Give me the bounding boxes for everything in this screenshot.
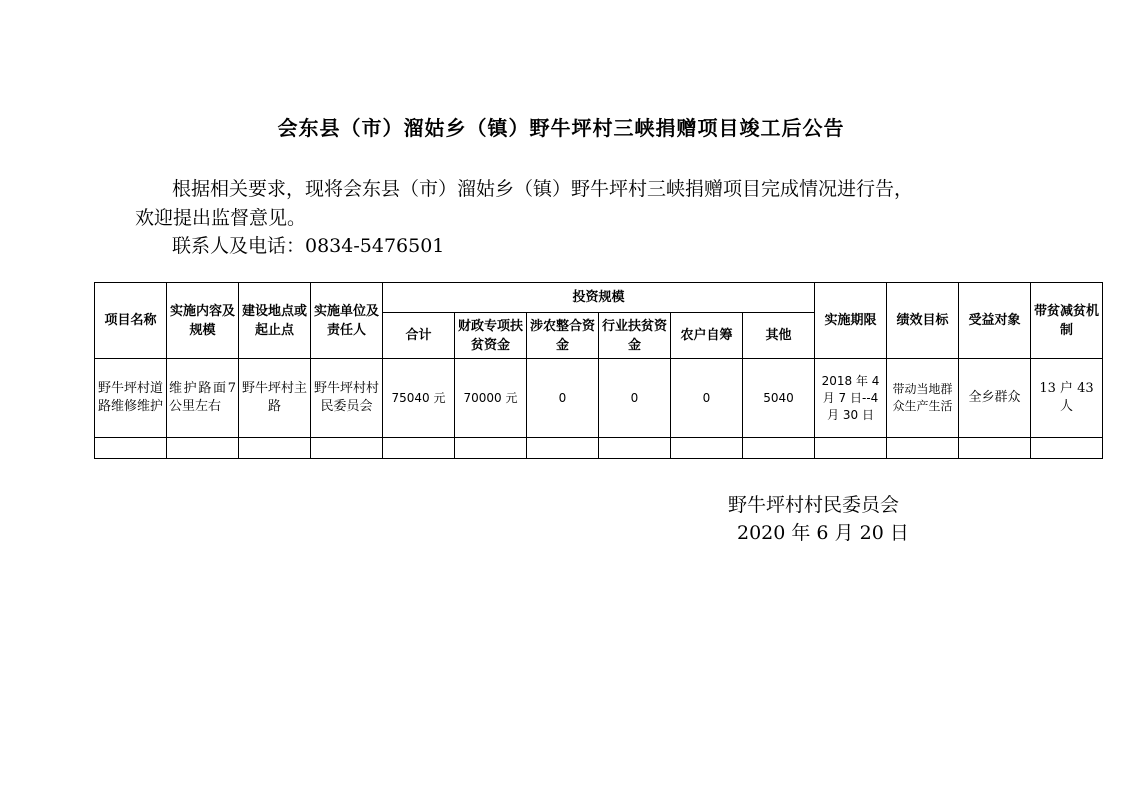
table-header-row [95,283,1103,313]
cell-location: 野牛坪村主路 [239,359,311,438]
header-farmer: 农户自筹 [671,313,743,359]
cell-mechanism: 13 户 43 人 [1031,359,1103,438]
table-empty-row [95,438,1103,459]
table-row [95,359,1103,438]
cell-beneficiary: 全乡群众 [959,359,1031,438]
empty-cell [95,438,167,459]
project-table [94,282,1103,459]
header-investment: 投资规模 [383,283,815,313]
cell-total: 75040 元 [383,359,455,438]
header-content-scale: 实施内容及规模 [167,283,239,359]
cell-goal: 带动当地群众生产生活 [887,359,959,438]
empty-cell [959,438,1031,459]
empty-cell [743,438,815,459]
cell-fiscal: 70000 元 [455,359,527,438]
empty-cell [1031,438,1103,459]
header-beneficiary: 受益对象 [959,283,1031,359]
cell-other: 5040 [743,359,815,438]
cell-period: 2018 年 4 月 7 日--4 月 30 日 [815,359,887,438]
announcement-paragraph-line1: 根据相关要求，现将会东县（市）溜姑乡（镇）野牛坪村三峡捐赠项目完成情况进行告， [172,178,914,200]
cell-unit-person: 野牛坪村村民委员会 [311,359,383,438]
empty-cell [815,438,887,459]
signature-org: 野牛坪村村民委员会 [728,494,900,516]
header-fiscal: 财政专项扶贫资金 [455,313,527,359]
empty-cell [455,438,527,459]
header-period: 实施期限 [815,283,887,359]
header-agri: 涉农整合资金 [527,313,599,359]
header-unit-person: 实施单位及责任人 [311,283,383,359]
empty-cell [167,438,239,459]
cell-industry: 0 [599,359,671,438]
page-title: 会东县（市）溜姑乡（镇）野牛坪村三峡捐赠项目竣工后公告 [277,116,845,140]
contact-info: 联系人及电话：0834-5476501 [172,235,445,257]
signature-date: 2020 年 6 月 20 日 [737,522,909,544]
header-total: 合计 [383,313,455,359]
header-project-name: 项目名称 [95,283,167,359]
empty-cell [311,438,383,459]
announcement-paragraph-line2: 欢迎提出监督意见。 [135,207,307,229]
cell-content-scale: 维护路面7公里左右 [167,359,239,438]
header-location: 建设地点或起止点 [239,283,311,359]
empty-cell [527,438,599,459]
header-industry: 行业扶贫资金 [599,313,671,359]
empty-cell [239,438,311,459]
empty-cell [671,438,743,459]
empty-cell [599,438,671,459]
empty-cell [383,438,455,459]
header-mechanism: 带贫减贫机制 [1031,283,1103,359]
cell-project-name: 野牛坪村道路维修维护 [95,359,167,438]
header-other: 其他 [743,313,815,359]
header-goal: 绩效目标 [887,283,959,359]
empty-cell [887,438,959,459]
cell-agri: 0 [527,359,599,438]
cell-farmer: 0 [671,359,743,438]
